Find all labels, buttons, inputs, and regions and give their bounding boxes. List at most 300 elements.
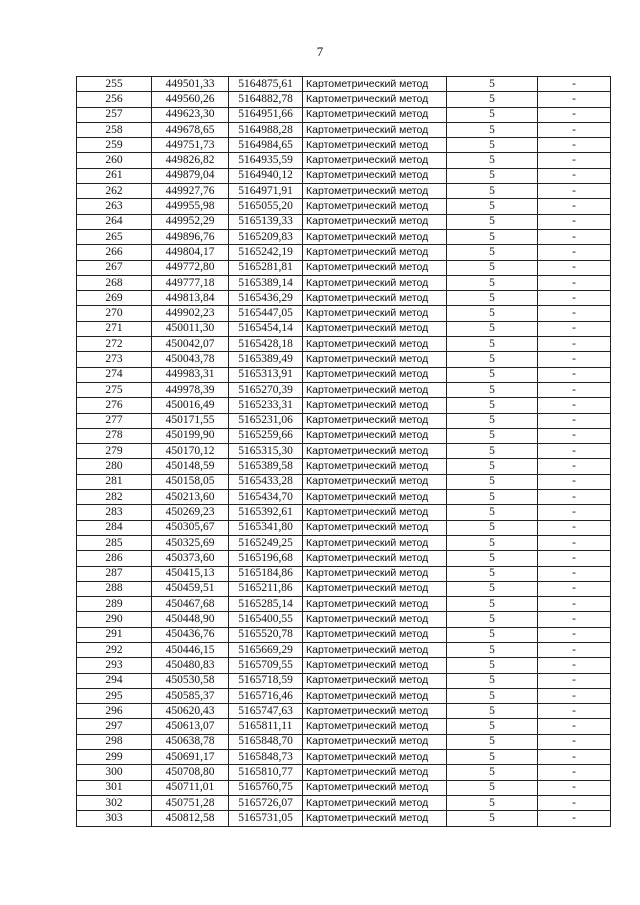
note-cell: - — [538, 551, 611, 566]
point-number-cell: 271 — [77, 321, 152, 336]
method-cell: Картометрический метод — [303, 352, 447, 367]
point-number-cell: 290 — [77, 612, 152, 627]
note-cell: - — [538, 627, 611, 642]
table-row — [77, 505, 611, 520]
x-coordinate-cell: 450613,07 — [152, 719, 229, 734]
x-coordinate-cell: 449902,23 — [152, 306, 229, 321]
table-row — [77, 199, 611, 214]
accuracy-cell: 5 — [447, 490, 538, 505]
point-number-cell: 277 — [77, 413, 152, 428]
accuracy-cell: 5 — [447, 551, 538, 566]
note-cell: - — [538, 581, 611, 596]
method-cell: Картометрический метод — [303, 750, 447, 765]
x-coordinate-cell: 449772,80 — [152, 260, 229, 275]
y-coordinate-cell: 5165436,29 — [229, 291, 303, 306]
note-cell: - — [538, 184, 611, 199]
note-cell: - — [538, 505, 611, 520]
note-cell: - — [538, 597, 611, 612]
note-cell: - — [538, 291, 611, 306]
table-row — [77, 780, 611, 795]
note-cell: - — [538, 260, 611, 275]
point-number-cell: 297 — [77, 719, 152, 734]
y-coordinate-cell: 5164875,61 — [229, 77, 303, 92]
table-row — [77, 688, 611, 703]
note-cell: - — [538, 306, 611, 321]
y-coordinate-cell: 5165389,58 — [229, 459, 303, 474]
point-number-cell: 256 — [77, 92, 152, 107]
y-coordinate-cell: 5165139,33 — [229, 214, 303, 229]
table-row — [77, 795, 611, 810]
point-number-cell: 258 — [77, 122, 152, 137]
accuracy-cell: 5 — [447, 306, 538, 321]
note-cell: - — [538, 795, 611, 810]
method-cell: Картометрический метод — [303, 245, 447, 260]
x-coordinate-cell: 449777,18 — [152, 275, 229, 290]
x-coordinate-cell: 449955,98 — [152, 199, 229, 214]
point-number-cell: 266 — [77, 245, 152, 260]
accuracy-cell: 5 — [447, 704, 538, 719]
table-row — [77, 337, 611, 352]
y-coordinate-cell: 5164988,28 — [229, 122, 303, 137]
point-number-cell: 281 — [77, 474, 152, 489]
x-coordinate-cell: 449751,73 — [152, 138, 229, 153]
accuracy-cell: 5 — [447, 642, 538, 657]
note-cell: - — [538, 520, 611, 535]
method-cell: Картометрический метод — [303, 551, 447, 566]
accuracy-cell: 5 — [447, 107, 538, 122]
accuracy-cell: 5 — [447, 321, 538, 336]
y-coordinate-cell: 5164971,91 — [229, 184, 303, 199]
method-cell: Картометрический метод — [303, 795, 447, 810]
coordinates-table-body — [77, 77, 611, 827]
accuracy-cell: 5 — [447, 474, 538, 489]
method-cell: Картометрический метод — [303, 474, 447, 489]
point-number-cell: 262 — [77, 184, 152, 199]
method-cell: Картометрический метод — [303, 77, 447, 92]
table-row — [77, 597, 611, 612]
note-cell: - — [538, 107, 611, 122]
y-coordinate-cell: 5165731,05 — [229, 811, 303, 826]
point-number-cell: 261 — [77, 168, 152, 183]
x-coordinate-cell: 450325,69 — [152, 535, 229, 550]
note-cell: - — [538, 642, 611, 657]
table-row — [77, 413, 611, 428]
method-cell: Картометрический метод — [303, 306, 447, 321]
point-number-cell: 270 — [77, 306, 152, 321]
y-coordinate-cell: 5165434,70 — [229, 490, 303, 505]
method-cell: Картометрический метод — [303, 673, 447, 688]
method-cell: Картометрический метод — [303, 398, 447, 413]
point-number-cell: 293 — [77, 658, 152, 673]
x-coordinate-cell: 450448,90 — [152, 612, 229, 627]
x-coordinate-cell: 449813,84 — [152, 291, 229, 306]
y-coordinate-cell: 5165848,73 — [229, 750, 303, 765]
point-number-cell: 295 — [77, 688, 152, 703]
method-cell: Картометрический метод — [303, 597, 447, 612]
y-coordinate-cell: 5165270,39 — [229, 382, 303, 397]
accuracy-cell: 5 — [447, 337, 538, 352]
coordinates-table — [76, 76, 611, 827]
y-coordinate-cell: 5165184,86 — [229, 566, 303, 581]
note-cell: - — [538, 658, 611, 673]
table-row — [77, 107, 611, 122]
x-coordinate-cell: 449678,65 — [152, 122, 229, 137]
accuracy-cell: 5 — [447, 382, 538, 397]
note-cell: - — [538, 704, 611, 719]
y-coordinate-cell: 5165400,55 — [229, 612, 303, 627]
y-coordinate-cell: 5165209,83 — [229, 229, 303, 244]
point-number-cell: 282 — [77, 490, 152, 505]
method-cell: Картометрический метод — [303, 490, 447, 505]
note-cell: - — [538, 750, 611, 765]
method-cell: Картометрический метод — [303, 627, 447, 642]
x-coordinate-cell: 449879,04 — [152, 168, 229, 183]
point-number-cell: 269 — [77, 291, 152, 306]
x-coordinate-cell: 450691,17 — [152, 750, 229, 765]
x-coordinate-cell: 450199,90 — [152, 428, 229, 443]
point-number-cell: 301 — [77, 780, 152, 795]
note-cell: - — [538, 77, 611, 92]
x-coordinate-cell: 450171,55 — [152, 413, 229, 428]
accuracy-cell: 5 — [447, 214, 538, 229]
accuracy-cell: 5 — [447, 184, 538, 199]
table-row — [77, 275, 611, 290]
point-number-cell: 265 — [77, 229, 152, 244]
y-coordinate-cell: 5165055,20 — [229, 199, 303, 214]
y-coordinate-cell: 5165520,78 — [229, 627, 303, 642]
note-cell: - — [538, 122, 611, 137]
point-number-cell: 267 — [77, 260, 152, 275]
table-row — [77, 811, 611, 826]
y-coordinate-cell: 5164935,59 — [229, 153, 303, 168]
x-coordinate-cell: 449560,26 — [152, 92, 229, 107]
point-number-cell: 294 — [77, 673, 152, 688]
y-coordinate-cell: 5165718,59 — [229, 673, 303, 688]
note-cell: - — [538, 566, 611, 581]
x-coordinate-cell: 449927,76 — [152, 184, 229, 199]
note-cell: - — [538, 367, 611, 382]
table-row — [77, 704, 611, 719]
table-row — [77, 245, 611, 260]
method-cell: Картометрический метод — [303, 444, 447, 459]
table-row — [77, 642, 611, 657]
method-cell: Картометрический метод — [303, 260, 447, 275]
x-coordinate-cell: 450043,78 — [152, 352, 229, 367]
x-coordinate-cell: 450812,58 — [152, 811, 229, 826]
x-coordinate-cell: 450011,30 — [152, 321, 229, 336]
note-cell: - — [538, 734, 611, 749]
point-number-cell: 291 — [77, 627, 152, 642]
accuracy-cell: 5 — [447, 535, 538, 550]
x-coordinate-cell: 450751,28 — [152, 795, 229, 810]
method-cell: Картометрический метод — [303, 168, 447, 183]
y-coordinate-cell: 5165389,14 — [229, 275, 303, 290]
point-number-cell: 289 — [77, 597, 152, 612]
point-number-cell: 302 — [77, 795, 152, 810]
method-cell: Картометрический метод — [303, 138, 447, 153]
accuracy-cell: 5 — [447, 734, 538, 749]
accuracy-cell: 5 — [447, 780, 538, 795]
y-coordinate-cell: 5164882,78 — [229, 92, 303, 107]
table-row — [77, 673, 611, 688]
point-number-cell: 300 — [77, 765, 152, 780]
method-cell: Картометрический метод — [303, 505, 447, 520]
x-coordinate-cell: 449983,31 — [152, 367, 229, 382]
note-cell: - — [538, 459, 611, 474]
table-row — [77, 168, 611, 183]
note-cell: - — [538, 229, 611, 244]
accuracy-cell: 5 — [447, 245, 538, 260]
method-cell: Картометрический метод — [303, 612, 447, 627]
point-number-cell: 273 — [77, 352, 152, 367]
table-row — [77, 138, 611, 153]
method-cell: Картометрический метод — [303, 765, 447, 780]
y-coordinate-cell: 5165709,55 — [229, 658, 303, 673]
note-cell: - — [538, 92, 611, 107]
table-row — [77, 398, 611, 413]
note-cell: - — [538, 153, 611, 168]
table-row — [77, 719, 611, 734]
x-coordinate-cell: 450480,83 — [152, 658, 229, 673]
x-coordinate-cell: 450415,13 — [152, 566, 229, 581]
table-row — [77, 367, 611, 382]
y-coordinate-cell: 5165233,31 — [229, 398, 303, 413]
y-coordinate-cell: 5165242,19 — [229, 245, 303, 260]
method-cell: Картометрический метод — [303, 734, 447, 749]
method-cell: Картометрический метод — [303, 291, 447, 306]
x-coordinate-cell: 449804,17 — [152, 245, 229, 260]
y-coordinate-cell: 5165281,81 — [229, 260, 303, 275]
table-row — [77, 92, 611, 107]
table-row — [77, 566, 611, 581]
y-coordinate-cell: 5165315,30 — [229, 444, 303, 459]
x-coordinate-cell: 450436,76 — [152, 627, 229, 642]
point-number-cell: 292 — [77, 642, 152, 657]
method-cell: Картометрический метод — [303, 184, 447, 199]
y-coordinate-cell: 5165454,14 — [229, 321, 303, 336]
accuracy-cell: 5 — [447, 505, 538, 520]
y-coordinate-cell: 5165389,49 — [229, 352, 303, 367]
accuracy-cell: 5 — [447, 444, 538, 459]
accuracy-cell: 5 — [447, 428, 538, 443]
table-row — [77, 214, 611, 229]
note-cell: - — [538, 444, 611, 459]
point-number-cell: 303 — [77, 811, 152, 826]
x-coordinate-cell: 450373,60 — [152, 551, 229, 566]
x-coordinate-cell: 450148,59 — [152, 459, 229, 474]
point-number-cell: 278 — [77, 428, 152, 443]
x-coordinate-cell: 450446,15 — [152, 642, 229, 657]
table-row — [77, 321, 611, 336]
method-cell: Картометрический метод — [303, 337, 447, 352]
method-cell: Картометрический метод — [303, 719, 447, 734]
point-number-cell: 259 — [77, 138, 152, 153]
accuracy-cell: 5 — [447, 459, 538, 474]
accuracy-cell: 5 — [447, 229, 538, 244]
method-cell: Картометрический метод — [303, 413, 447, 428]
method-cell: Картометрический метод — [303, 642, 447, 657]
note-cell: - — [538, 245, 611, 260]
accuracy-cell: 5 — [447, 673, 538, 688]
note-cell: - — [538, 765, 611, 780]
accuracy-cell: 5 — [447, 566, 538, 581]
accuracy-cell: 5 — [447, 750, 538, 765]
y-coordinate-cell: 5164984,65 — [229, 138, 303, 153]
method-cell: Картометрический метод — [303, 658, 447, 673]
point-number-cell: 279 — [77, 444, 152, 459]
accuracy-cell: 5 — [447, 811, 538, 826]
accuracy-cell: 5 — [447, 658, 538, 673]
accuracy-cell: 5 — [447, 168, 538, 183]
y-coordinate-cell: 5165433,28 — [229, 474, 303, 489]
table-row — [77, 520, 611, 535]
table-row — [77, 444, 611, 459]
method-cell: Картометрический метод — [303, 688, 447, 703]
y-coordinate-cell: 5165341,80 — [229, 520, 303, 535]
table-row — [77, 122, 611, 137]
accuracy-cell: 5 — [447, 719, 538, 734]
x-coordinate-cell: 450620,43 — [152, 704, 229, 719]
y-coordinate-cell: 5165259,66 — [229, 428, 303, 443]
accuracy-cell: 5 — [447, 352, 538, 367]
method-cell: Картометрический метод — [303, 92, 447, 107]
accuracy-cell: 5 — [447, 612, 538, 627]
method-cell: Картометрический метод — [303, 367, 447, 382]
table-row — [77, 750, 611, 765]
note-cell: - — [538, 490, 611, 505]
note-cell: - — [538, 321, 611, 336]
note-cell: - — [538, 199, 611, 214]
accuracy-cell: 5 — [447, 398, 538, 413]
point-number-cell: 286 — [77, 551, 152, 566]
table-row — [77, 77, 611, 92]
table-row — [77, 581, 611, 596]
method-cell: Картометрический метод — [303, 459, 447, 474]
accuracy-cell: 5 — [447, 275, 538, 290]
note-cell: - — [538, 673, 611, 688]
x-coordinate-cell: 450530,58 — [152, 673, 229, 688]
method-cell: Картометрический метод — [303, 581, 447, 596]
method-cell: Картометрический метод — [303, 382, 447, 397]
note-cell: - — [538, 428, 611, 443]
y-coordinate-cell: 5165196,68 — [229, 551, 303, 566]
accuracy-cell: 5 — [447, 153, 538, 168]
x-coordinate-cell: 450042,07 — [152, 337, 229, 352]
accuracy-cell: 5 — [447, 581, 538, 596]
x-coordinate-cell: 449623,30 — [152, 107, 229, 122]
x-coordinate-cell: 450708,80 — [152, 765, 229, 780]
y-coordinate-cell: 5165285,14 — [229, 597, 303, 612]
table-row — [77, 153, 611, 168]
method-cell: Картометрический метод — [303, 214, 447, 229]
accuracy-cell: 5 — [447, 688, 538, 703]
table-row — [77, 352, 611, 367]
note-cell: - — [538, 382, 611, 397]
accuracy-cell: 5 — [447, 138, 538, 153]
x-coordinate-cell: 450170,12 — [152, 444, 229, 459]
method-cell: Картометрический метод — [303, 566, 447, 581]
y-coordinate-cell: 5165231,06 — [229, 413, 303, 428]
method-cell: Картометрический метод — [303, 275, 447, 290]
point-number-cell: 263 — [77, 199, 152, 214]
point-number-cell: 257 — [77, 107, 152, 122]
method-cell: Картометрический метод — [303, 780, 447, 795]
x-coordinate-cell: 450585,37 — [152, 688, 229, 703]
accuracy-cell: 5 — [447, 597, 538, 612]
table-row — [77, 658, 611, 673]
table-row — [77, 428, 611, 443]
note-cell: - — [538, 688, 611, 703]
y-coordinate-cell: 5164951,66 — [229, 107, 303, 122]
accuracy-cell: 5 — [447, 92, 538, 107]
x-coordinate-cell: 449978,39 — [152, 382, 229, 397]
method-cell: Картометрический метод — [303, 229, 447, 244]
point-number-cell: 274 — [77, 367, 152, 382]
note-cell: - — [538, 780, 611, 795]
point-number-cell: 284 — [77, 520, 152, 535]
note-cell: - — [538, 612, 611, 627]
table-row — [77, 627, 611, 642]
x-coordinate-cell: 450016,49 — [152, 398, 229, 413]
point-number-cell: 283 — [77, 505, 152, 520]
y-coordinate-cell: 5165211,86 — [229, 581, 303, 596]
method-cell: Картометрический метод — [303, 535, 447, 550]
accuracy-cell: 5 — [447, 795, 538, 810]
note-cell: - — [538, 811, 611, 826]
x-coordinate-cell: 450459,51 — [152, 581, 229, 596]
table-row — [77, 612, 611, 627]
note-cell: - — [538, 168, 611, 183]
point-number-cell: 268 — [77, 275, 152, 290]
method-cell: Картометрический метод — [303, 153, 447, 168]
method-cell: Картометрический метод — [303, 704, 447, 719]
point-number-cell: 288 — [77, 581, 152, 596]
y-coordinate-cell: 5165747,63 — [229, 704, 303, 719]
x-coordinate-cell: 450711,01 — [152, 780, 229, 795]
accuracy-cell: 5 — [447, 291, 538, 306]
table-row — [77, 474, 611, 489]
table-row — [77, 291, 611, 306]
table-row — [77, 551, 611, 566]
page-number: 7 — [316, 44, 324, 59]
note-cell: - — [538, 352, 611, 367]
y-coordinate-cell: 5165811,11 — [229, 719, 303, 734]
point-number-cell: 285 — [77, 535, 152, 550]
method-cell: Картометрический метод — [303, 428, 447, 443]
y-coordinate-cell: 5165669,29 — [229, 642, 303, 657]
method-cell: Картометрический метод — [303, 321, 447, 336]
note-cell: - — [538, 413, 611, 428]
y-coordinate-cell: 5165848,70 — [229, 734, 303, 749]
accuracy-cell: 5 — [447, 413, 538, 428]
y-coordinate-cell: 5165716,46 — [229, 688, 303, 703]
accuracy-cell: 5 — [447, 122, 538, 137]
y-coordinate-cell: 5164940,12 — [229, 168, 303, 183]
accuracy-cell: 5 — [447, 260, 538, 275]
point-number-cell: 298 — [77, 734, 152, 749]
note-cell: - — [538, 535, 611, 550]
table-row — [77, 535, 611, 550]
accuracy-cell: 5 — [447, 367, 538, 382]
point-number-cell: 276 — [77, 398, 152, 413]
method-cell: Картометрический метод — [303, 107, 447, 122]
y-coordinate-cell: 5165760,75 — [229, 780, 303, 795]
accuracy-cell: 5 — [447, 627, 538, 642]
accuracy-cell: 5 — [447, 199, 538, 214]
note-cell: - — [538, 337, 611, 352]
x-coordinate-cell: 450638,78 — [152, 734, 229, 749]
y-coordinate-cell: 5165313,91 — [229, 367, 303, 382]
